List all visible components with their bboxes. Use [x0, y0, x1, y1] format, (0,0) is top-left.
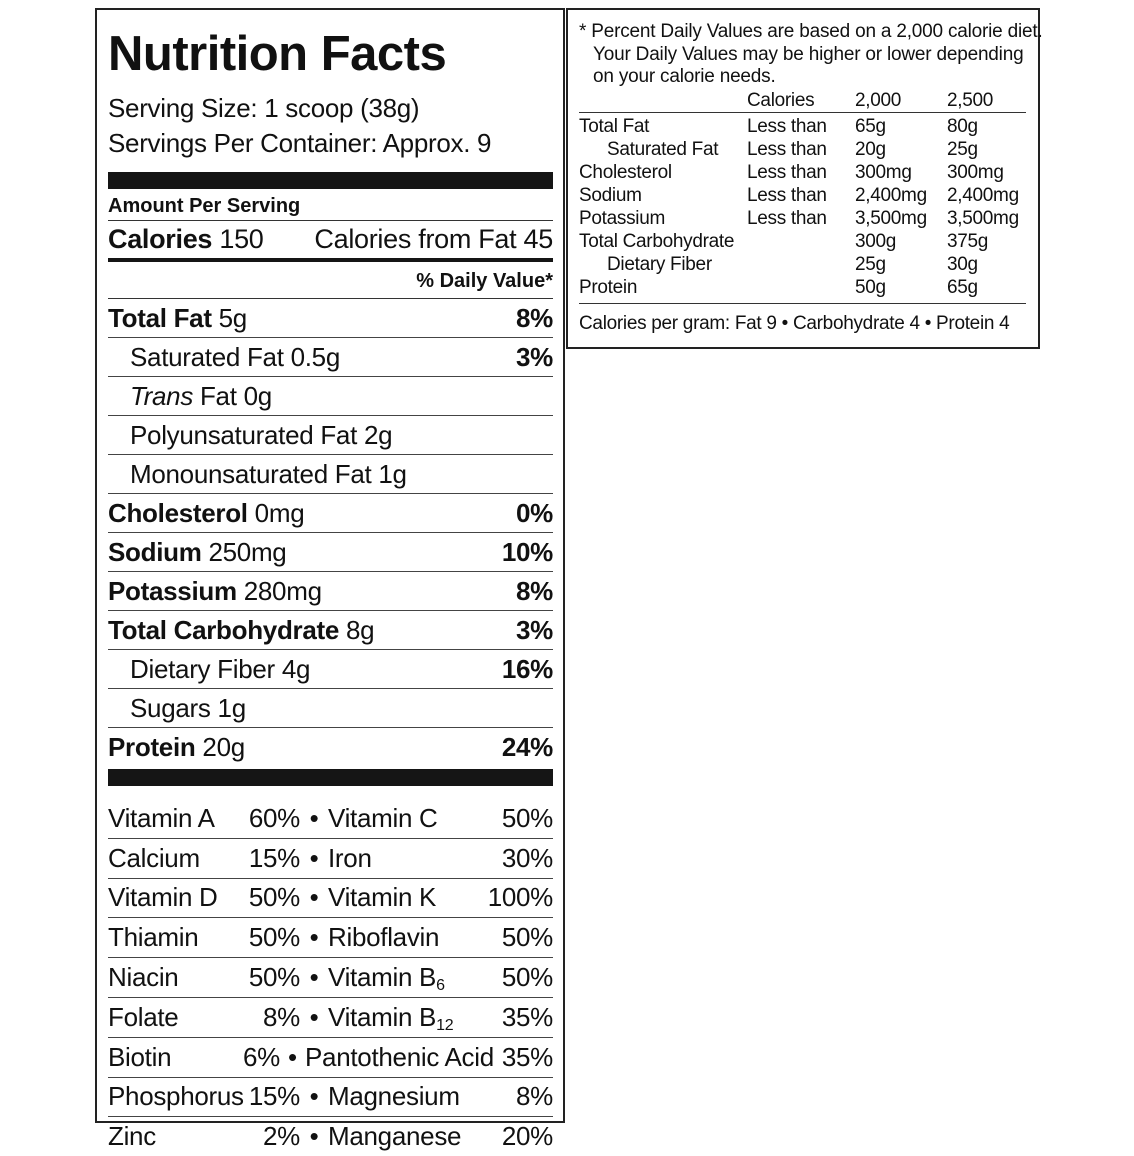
nutrient-amount: 1g: [217, 692, 246, 723]
vitamins-section: [108, 799, 553, 1156]
table-cell: [747, 276, 855, 299]
nutrient-amount: 2g: [363, 419, 393, 450]
vitamin-pct: 8%: [516, 1081, 553, 1112]
vitamin-pct: 50%: [248, 922, 300, 953]
vitamin-row: [108, 1038, 553, 1078]
vitamin-name: Thiamin: [108, 922, 199, 953]
vitamin-pct: 35%: [501, 1001, 553, 1032]
calories-per-gram: Calories per gram: Fat 9 • Carbohydrate 4 • Protein 4: [579, 312, 1010, 334]
vitamin-pct: 50%: [501, 802, 553, 833]
calories-value: 150: [219, 224, 264, 254]
nutrient-dv: 24%: [501, 731, 553, 762]
vitamin-name: Biotin: [108, 1041, 172, 1072]
footnote-line: * Percent Daily Values are based on a 2,000 calorie diet.: [579, 21, 1043, 42]
nutrient-dv: 10%: [501, 536, 553, 567]
table-row: [579, 230, 1026, 253]
thick-divider: [108, 769, 553, 786]
bullet: •: [309, 842, 319, 873]
nutrient-amount: 5g: [218, 302, 247, 333]
vitamin-name: Folate: [108, 1001, 179, 1032]
vitamin-pct: 50%: [501, 922, 553, 953]
vitamin-pct: 20%: [501, 1121, 553, 1152]
vitamin-pct: 15%: [248, 1081, 300, 1112]
nutrient-name-rest: Fat: [199, 380, 237, 411]
table-cell: 30g: [947, 253, 978, 275]
vitamin-pct: 60%: [248, 802, 300, 833]
table-cell: [747, 230, 855, 253]
nutrient-amount: 280mg: [243, 575, 322, 606]
table-cell: 80g: [947, 115, 978, 137]
nutrient-dv: 8%: [516, 575, 553, 606]
vitamin-name: Vitamin K: [328, 882, 437, 913]
table-row: [579, 184, 1026, 207]
vitamin-row: [108, 799, 553, 839]
footnote-line: Your Daily Values may be higher or lower depending: [593, 43, 1024, 65]
table-cell: Less than: [747, 184, 827, 206]
nutrient-row-dietary-fiber: [108, 650, 553, 689]
vitamin-row: [108, 998, 553, 1038]
bullet: •: [309, 802, 319, 833]
nutrient-amount: 1g: [378, 458, 407, 489]
nutrient-amount: 0mg: [254, 497, 305, 528]
nutrient-row-trans-fat: [108, 377, 553, 416]
nutrient-row-saturated-fat: [108, 338, 553, 377]
nutrient-name: Total Carbohydrate: [108, 614, 340, 645]
nutrient-amount: 250mg: [208, 536, 287, 567]
table-row: [579, 115, 1026, 138]
bullet: •: [309, 1001, 319, 1032]
table-row: [579, 276, 1026, 299]
calories-from-fat: Calories from Fat 45: [314, 224, 553, 254]
nutrient-row-sugars: [108, 689, 553, 728]
footnote-line: on your calorie needs.: [593, 66, 776, 87]
bullet: •: [309, 962, 319, 993]
nutrient-dv: 3%: [516, 341, 553, 372]
vitamin-row: [108, 1078, 553, 1118]
table-cell: Less than: [747, 138, 827, 160]
bullet: •: [309, 882, 319, 913]
thick-divider: [108, 172, 553, 189]
table-cell: Less than: [747, 207, 827, 229]
vitamin-name: Zinc: [108, 1121, 156, 1152]
table-cell: 25g: [947, 138, 978, 160]
table-cell: 3,500mg: [855, 207, 927, 229]
vitamin-name: Vitamin A: [108, 802, 215, 833]
vitamin-pct: 100%: [487, 882, 553, 913]
vitamin-name: Vitamin $B_6$: [328, 962, 445, 995]
daily-value-header: % Daily Value*: [108, 262, 553, 299]
table-cell: Sodium: [579, 184, 642, 206]
nutrient-name: Saturated Fat: [130, 341, 284, 372]
serving-size: Serving Size: 1 scoop (38g): [108, 93, 420, 123]
vitamin-pct: 30%: [501, 842, 553, 873]
nutrient-name: Cholesterol: [108, 497, 248, 528]
daily-values-table: [579, 89, 1026, 304]
nutrient-amount: 8g: [345, 614, 375, 645]
footnote-text: [579, 21, 1043, 89]
vitamin-row: [108, 839, 553, 879]
bullet: •: [288, 1041, 297, 1072]
calories-row: [108, 221, 553, 262]
servings-per-container: Servings Per Container: Approx. 9: [108, 128, 492, 158]
vitamin-name: Niacin: [108, 962, 179, 993]
nutrient-name: Dietary Fiber: [130, 653, 275, 684]
nutrient-row-total-fat: [108, 299, 553, 338]
nutrient-name: Monounsaturated Fat: [130, 458, 372, 489]
vitamin-row: [108, 1117, 553, 1156]
vitamin-pct: 50%: [501, 962, 553, 993]
nutrient-name: Trans: [130, 380, 194, 411]
table-cell: Protein: [579, 276, 638, 298]
table-row: [579, 161, 1026, 184]
table-cell: 25g: [855, 253, 886, 275]
table-cell: Less than: [747, 161, 827, 183]
vitamin-pct: 2%: [263, 1121, 300, 1152]
daily-values-footnote-panel: [566, 8, 1043, 349]
calories-label: Calories: [108, 224, 213, 254]
nutrient-row-protein: [108, 728, 553, 766]
table-cell: 50g: [855, 276, 886, 298]
nutrient-name: Potassium: [108, 575, 237, 606]
nutrient-row-potassium: [108, 572, 553, 611]
table-cell: 300g: [855, 230, 897, 252]
nutrient-amount: 0.5g: [290, 341, 340, 372]
vitamin-row: [108, 958, 553, 998]
vitamin-name: Pantothenic Acid: [305, 1041, 494, 1072]
vitamin-pct: 35%: [501, 1041, 553, 1072]
table-cell: Cholesterol: [579, 161, 672, 183]
nutrient-row-monounsaturated-fat: [108, 455, 553, 494]
vitamin-name: Phosphorus: [108, 1081, 244, 1112]
table-cell: 65g: [855, 115, 886, 137]
nutrient-name: Sugars: [130, 692, 211, 723]
nutrient-row-polyunsaturated-fat: [108, 416, 553, 455]
vitamin-name: Riboflavin: [328, 922, 440, 953]
table-cell: 20g: [855, 138, 886, 160]
vitamin-pct: 6%: [242, 1041, 280, 1072]
table-cell: 2,400mg: [855, 184, 927, 206]
table-cell: Dietary Fiber: [607, 253, 712, 275]
header-cell: Calories: [747, 89, 815, 111]
nutrient-dv: 0%: [516, 497, 553, 528]
vitamin-name: Vitamin C: [328, 802, 438, 833]
table-cell: 3,500mg: [947, 207, 1019, 229]
table-row: [579, 138, 1026, 161]
bullet: •: [309, 922, 319, 953]
table-cell: Saturated Fat: [607, 138, 719, 160]
daily-values-table-header: [579, 89, 1026, 113]
bullet: •: [309, 1121, 319, 1152]
nutrient-name: Total Fat: [108, 302, 212, 333]
table-cell: 300mg: [947, 161, 1004, 183]
table-row: [579, 253, 1026, 276]
nutrition-facts-panel: [95, 8, 565, 1152]
table-cell: Total Fat: [579, 115, 650, 137]
vitamin-name: Iron: [328, 842, 372, 873]
header-cell: 2,000: [855, 89, 902, 111]
nutrition-facts-title: Nutrition Facts: [108, 27, 447, 81]
vitamin-pct: 15%: [248, 842, 300, 873]
table-cell: Potassium: [579, 207, 666, 229]
header-cell: [579, 89, 747, 112]
nutrient-row-sodium: [108, 533, 553, 572]
nutrient-dv: 16%: [501, 653, 553, 684]
vitamin-pct: 50%: [248, 962, 300, 993]
table-row: [579, 207, 1026, 230]
nutrient-row-cholesterol: [108, 494, 553, 533]
calories-left: [108, 224, 264, 255]
vitamin-name: Magnesium: [328, 1081, 460, 1112]
nutrient-name: Sodium: [108, 536, 202, 567]
vitamin-name: Vitamin D: [108, 882, 218, 913]
nutrient-amount: 0g: [243, 380, 272, 411]
table-cell: 375g: [947, 230, 989, 252]
nutrient-name: Protein: [108, 731, 196, 762]
vitamin-pct: 8%: [263, 1001, 300, 1032]
vitamin-name: Manganese: [328, 1121, 462, 1152]
nutrient-name: Polyunsaturated Fat: [130, 419, 357, 450]
daily-values-table-body: [579, 113, 1026, 304]
table-cell: 300mg: [855, 161, 912, 183]
vitamin-pct: 50%: [248, 882, 300, 913]
table-cell: 2,400mg: [947, 184, 1019, 206]
nutrient-dv: 8%: [516, 302, 553, 333]
nutrient-row-total-carbohydrate: [108, 611, 553, 650]
nutrient-dv: 3%: [516, 614, 553, 645]
nutrient-amount: 4g: [281, 653, 311, 684]
nutrient-amount: 20g: [202, 731, 245, 762]
table-cell: Less than: [747, 115, 827, 137]
table-cell: 65g: [947, 276, 978, 298]
bullet: •: [309, 1081, 319, 1112]
vitamin-row: [108, 879, 553, 919]
vitamin-name: Vitamin $B_{12}$: [328, 1001, 454, 1034]
header-cell: 2,500: [947, 89, 994, 111]
vitamin-row: [108, 918, 553, 958]
amount-per-serving: Amount Per Serving: [108, 192, 553, 221]
table-cell: [747, 253, 855, 276]
vitamin-name: Calcium: [108, 842, 200, 873]
table-cell: Total Carbohydrate: [579, 230, 735, 252]
